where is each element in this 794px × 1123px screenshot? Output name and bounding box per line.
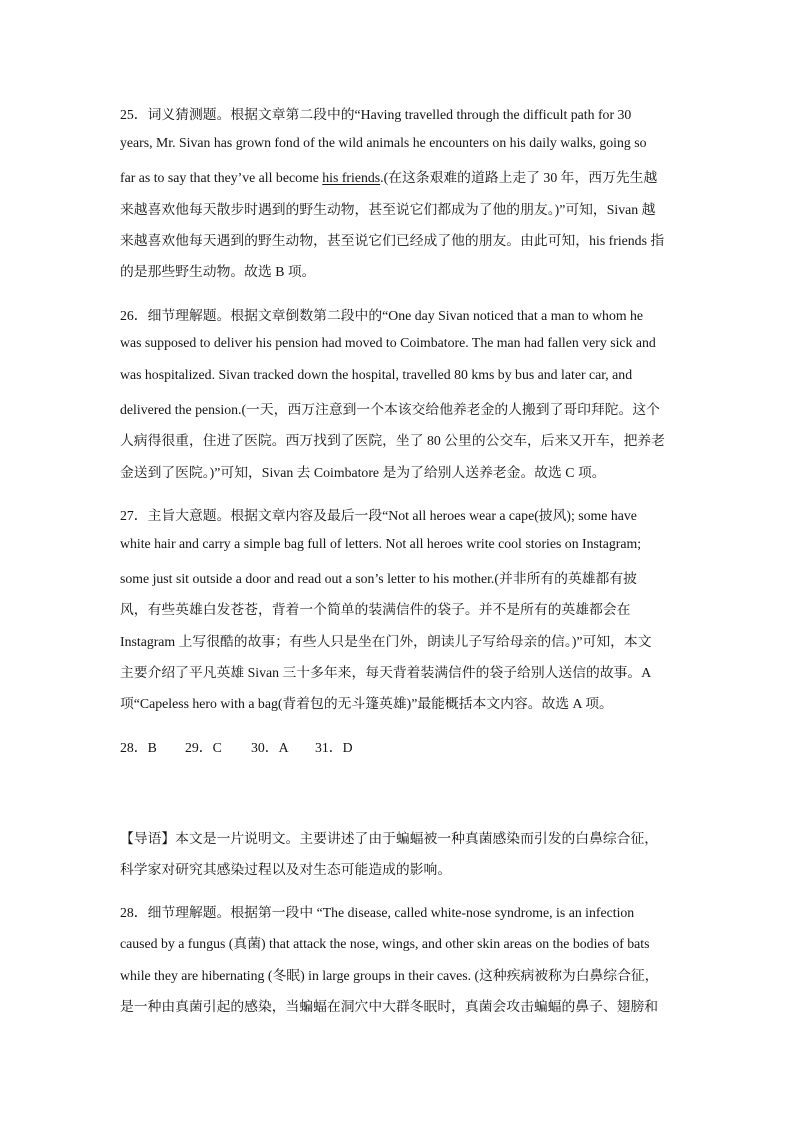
q26-line-6: 金送到了医院。)”可知，Sivan 去 Coimbatore 是为了给别人送养老金。故选 C 项。 bbox=[120, 465, 606, 480]
q27-line-1: 27．主旨大意题。根据文章内容及最后一段“Not all heroes wear a cape(披风); some have bbox=[120, 508, 637, 523]
q26-line-1: 26．细节理解题。根据文章倒数第二段中的“One day Sivan noticed that a man to whom he bbox=[120, 308, 644, 323]
q28-line-3: while they are hibernating (冬眠) in large groups in their caves. (这种疾病被称为白鼻综合征， bbox=[120, 968, 659, 983]
q27-line-2: white hair and carry a simple bag full of letters. Not all heroes write cool stories on Instagram; bbox=[120, 536, 642, 551]
q25-line-3-text-a: far as to say that they’ve all become bbox=[120, 170, 323, 185]
q26-line-5: 人病得很重，住进了医院。西万找到了医院，坐了 80 公里的公交车，后来又开车，把养老 bbox=[120, 433, 665, 448]
underlined-phrase: his friends bbox=[322, 170, 381, 185]
answer-key bbox=[120, 736, 353, 756]
q26-line-4: delivered the pension.(一天，西万注意到一个本该交给他养老金的人搬到了哥印拜陀。这个 bbox=[120, 402, 660, 417]
q25-line-2: years, Mr. Sivan has grown fond of the wild animals he encounters on his daily walks, going so bbox=[120, 135, 647, 150]
q26-line-3: was hospitalized. Sivan tracked down the hospital, travelled 80 kms by bus and later car, and bbox=[120, 367, 633, 382]
answer-29: 29．C bbox=[185, 740, 222, 755]
q28-line-2: caused by a fungus (真菌) that attack the nose, wings, and other skin areas on the bodies of bats bbox=[120, 936, 650, 951]
q27-line-6: 主要介绍了平凡英雄 Sivan 三十多年来，每天背着装满信件的袋子给别人送信的故事。A bbox=[120, 665, 652, 680]
answer-28: 28．B bbox=[120, 740, 157, 755]
q25-line-5: 来越喜欢他每天遇到的野生动物，甚至说它们已经成了他的朋友。由此可知，his friends 指 bbox=[120, 233, 665, 248]
answer-31: 31．D bbox=[315, 740, 353, 755]
q25-line-1: 25．词义猜测题。根据文章第二段中的“Having travelled through the difficult path for 30 bbox=[120, 107, 632, 122]
q25-line-3 bbox=[120, 166, 657, 186]
q26-line-2: was supposed to deliver his pension had moved to Coimbatore. The man had fallen very sick and bbox=[120, 335, 656, 350]
q25-line-4: 来越喜欢他每天散步时遇到的野生动物，甚至说它们都成为了他的朋友。)”可知，Sivan 越 bbox=[120, 202, 656, 217]
q28-line-1: 28．细节理解题。根据第一段中 “The disease, called white-nose syndrome, is an infection bbox=[120, 905, 635, 920]
q27-line-5: Instagram 上写很酷的故事；有些人只是坐在门外，朗读儿子写给母亲的信。)”可知，本文 bbox=[120, 634, 652, 649]
q27-line-7: 项“Capeless hero with a bag(背着包的无斗篷英雄)”最能概括本文内容。故选 A 项。 bbox=[120, 696, 613, 711]
q28-line-4: 是一种由真菌引起的感染，当蝙蝠在洞穴中大群冬眠时，真菌会攻击蝙蝠的鼻子、翅膀和 bbox=[120, 999, 659, 1014]
q25-line-6: 的是那些野生动物。故选 B 项。 bbox=[120, 264, 316, 279]
q27-line-3: some just sit outside a door and read out a son’s letter to his mother.(并非所有的英雄都有披 bbox=[120, 571, 637, 586]
guide-line-1: 【导语】本文是一片说明文。主要讲述了由于蝙蝠被一种真菌感染而引发的白鼻综合征， bbox=[120, 831, 659, 846]
q25-line-3-text-c: .(在这条艰难的道路上走了 30 年，西万先生越 bbox=[380, 170, 658, 185]
guide-line-2: 科学家对研究其感染过程以及对生态可能造成的影响。 bbox=[120, 862, 452, 877]
answer-30: 30．A bbox=[251, 740, 289, 755]
q27-line-4: 风，有些英雄白发苍苍，背着一个简单的装满信件的袋子。并不是所有的英雄都会在 bbox=[120, 602, 631, 617]
